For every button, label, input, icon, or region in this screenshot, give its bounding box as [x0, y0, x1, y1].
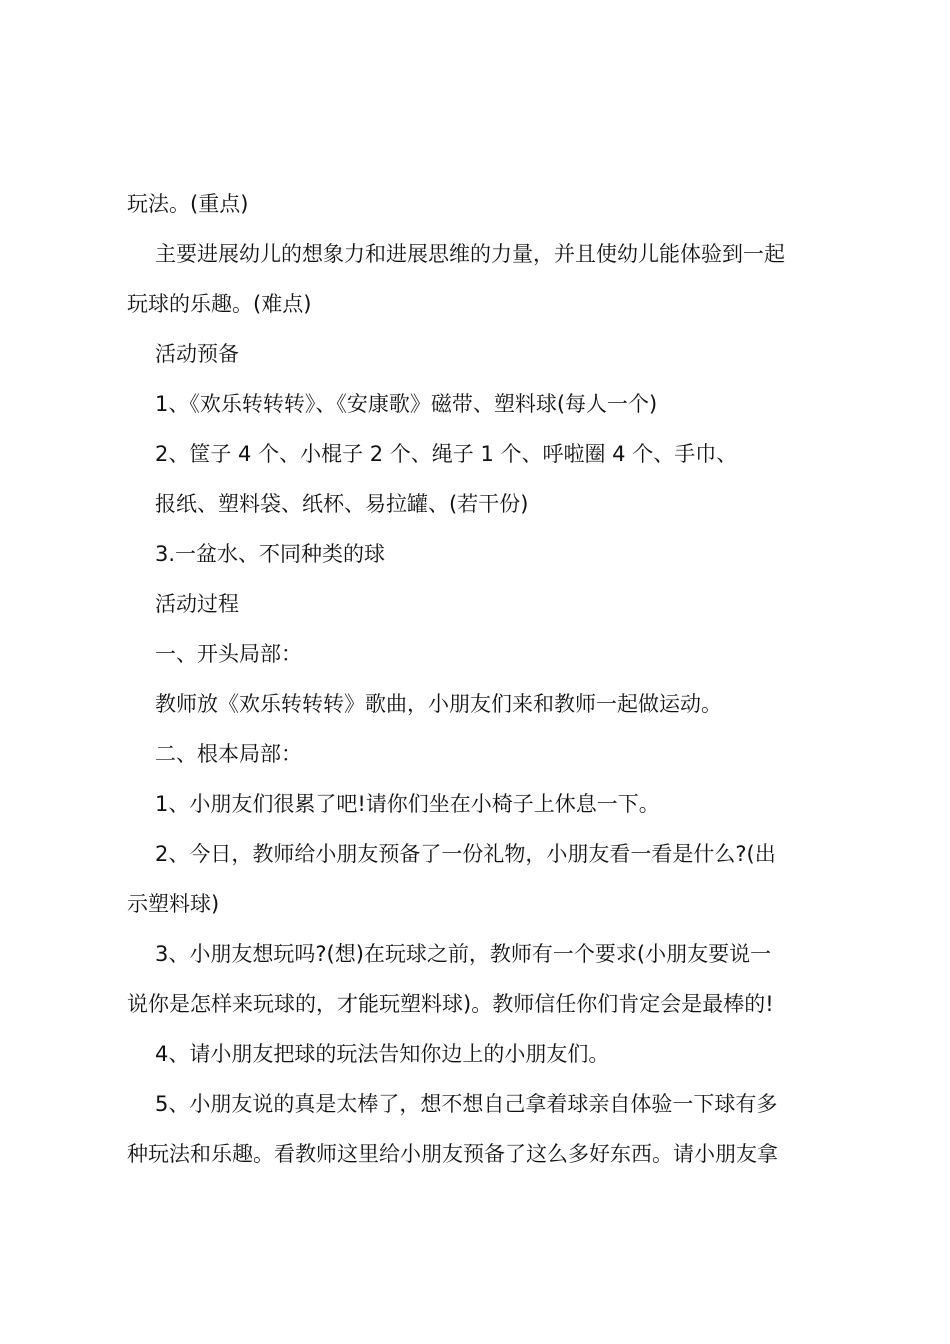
text-line: 5、小朋友说的真是太棒了，想不想自己拿着球亲自体验一下球有多: [155, 1092, 778, 1116]
text-line: 玩球的乐趣。(难点): [127, 292, 312, 316]
text-line: 2、筐子 4 个、小棍子 2 个、绳子 1 个、呼啦圈 4 个、手巾、: [155, 442, 738, 466]
text-line: 报纸、塑料袋、纸杯、易拉罐、(若干份): [155, 492, 529, 516]
text-line: 种玩法和乐趣。看教师这里给小朋友预备了这么多好东西。请小朋友拿: [127, 1142, 778, 1166]
text-line: 教师放《欢乐转转转》歌曲，小朋友们来和教师一起做运动。: [155, 692, 722, 716]
text-line: 活动过程: [155, 592, 239, 616]
text-line: 1、小朋友们很累了吧!请你们坐在小椅子上休息一下。: [155, 792, 660, 816]
text-line: 一、开头局部：: [155, 642, 302, 666]
text-line: 3.一盆水、不同种类的球: [155, 542, 386, 566]
text-line: 3、小朋友想玩吗?(想)在玩球之前，教师有一个要求(小朋友要说一: [155, 942, 772, 966]
text-line: 示塑料球): [127, 892, 220, 916]
text-line: 活动预备: [155, 342, 239, 366]
text-line: 2、今日，教师给小朋友预备了一份礼物，小朋友看一看是什么?(出: [155, 842, 776, 866]
text-line: 主要进展幼儿的想象力和进展思维的力量，并且使幼儿能体验到一起: [155, 242, 785, 266]
text-line: 1、《欢乐转转转》、《安康歌》磁带、塑料球(每人一个): [155, 392, 658, 416]
text-line: 二、根本局部：: [155, 742, 302, 766]
text-line: 4、请小朋友把球的玩法告知你边上的小朋友们。: [155, 1042, 610, 1066]
text-line: 玩法。(重点): [127, 192, 249, 216]
text-line: 说你是怎样来玩球的，才能玩塑料球)。教师信任你们肯定会是最棒的!: [127, 992, 774, 1016]
